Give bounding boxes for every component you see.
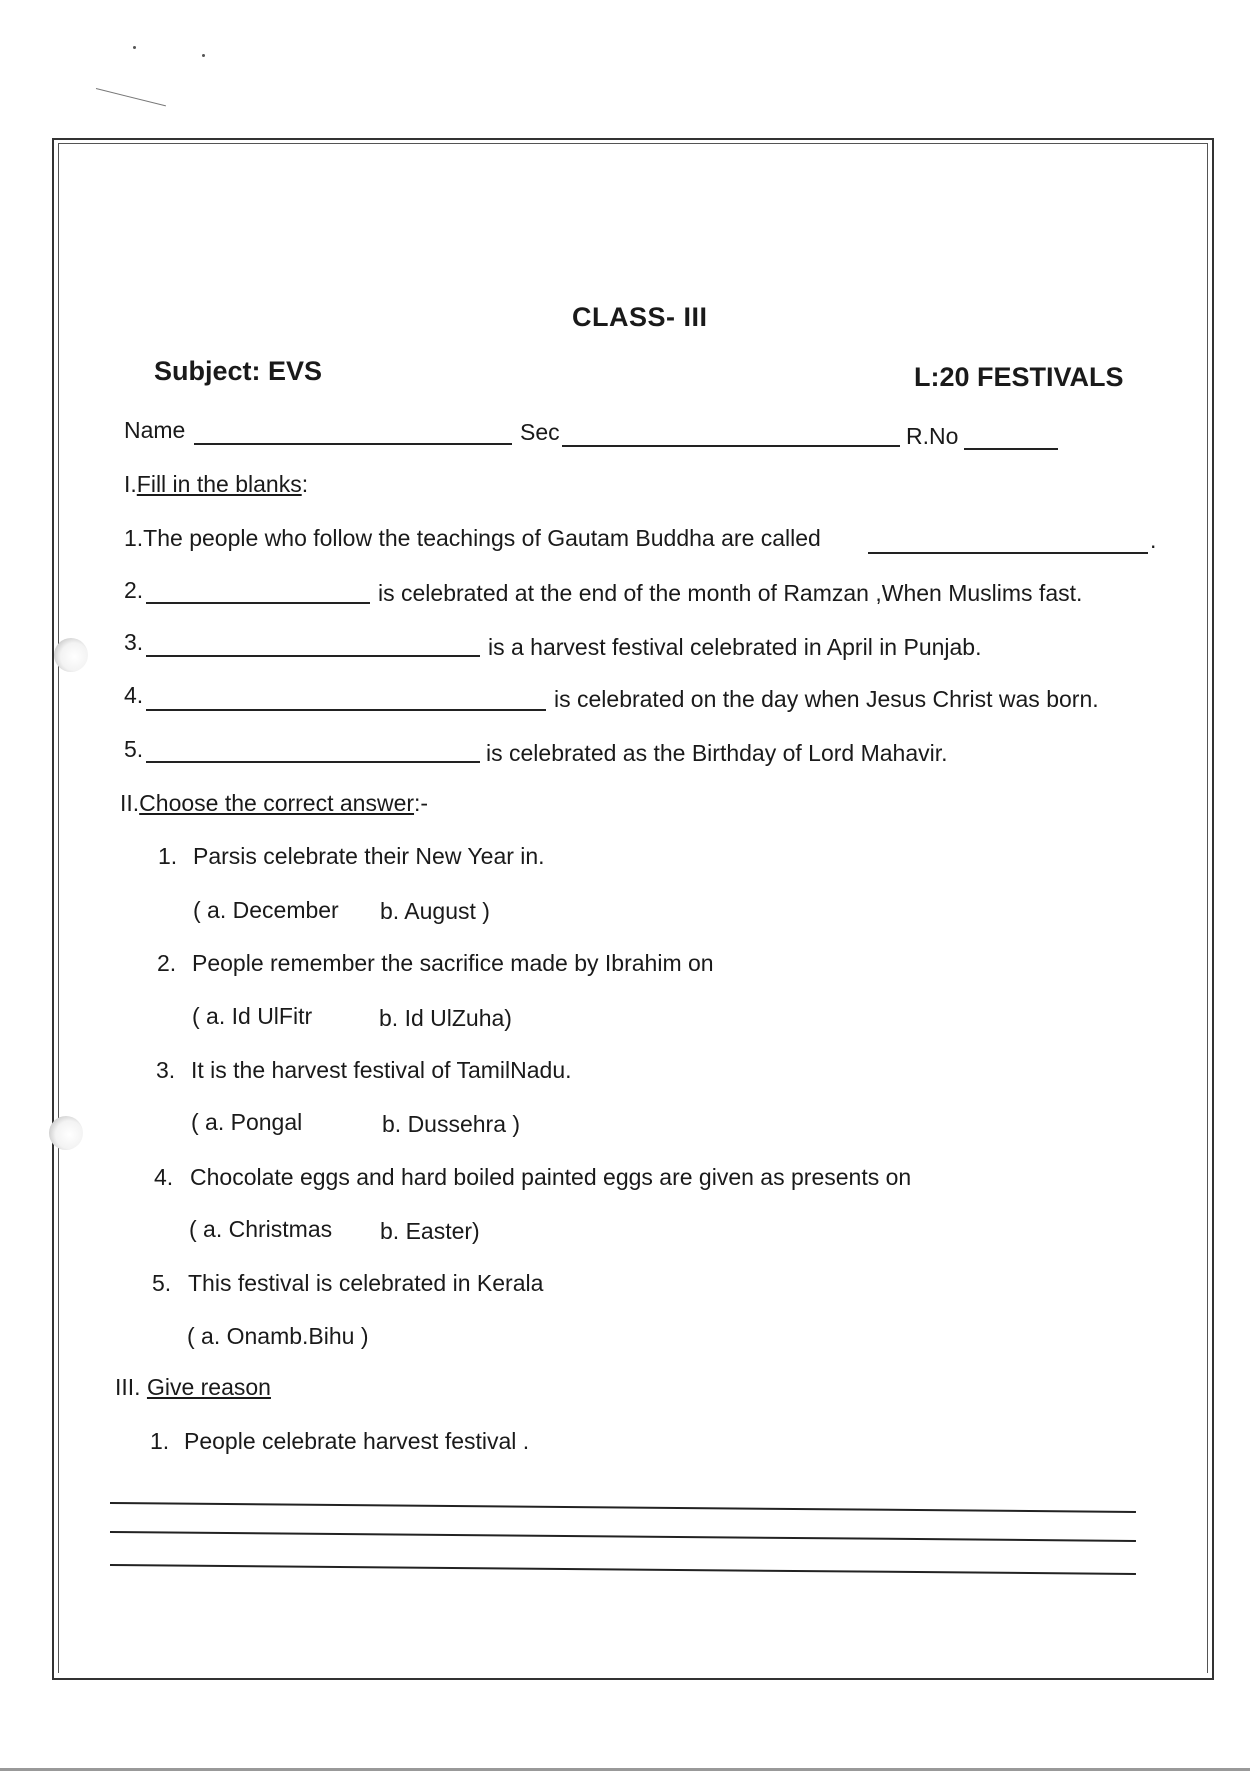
name-field[interactable] xyxy=(194,443,512,445)
mcq-1-number: 1. xyxy=(158,843,178,869)
section-2-heading: II.Choose the correct answer:- xyxy=(120,790,429,816)
fill-blank-q5: is celebrated as the Birthday of Lord Mahavir. xyxy=(486,740,948,766)
q1-period: . xyxy=(1150,527,1157,553)
mcq-3-option-b: b. Dussehra ) xyxy=(382,1111,521,1137)
mcq-4-option-b: b. Easter) xyxy=(380,1218,480,1244)
sec-label: Sec xyxy=(520,419,560,445)
fill-blank-q2-num: 2. xyxy=(124,577,144,603)
fill-blank-q3: is a harvest festival celebrated in April in Punjab. xyxy=(488,634,982,660)
reason-1-question: People celebrate harvest festival . xyxy=(184,1428,530,1454)
mcq-3-question: It is the harvest festival of TamilNadu. xyxy=(191,1057,572,1083)
mcq-1-option-b: b. August ) xyxy=(380,898,490,924)
class-title: CLASS- III xyxy=(572,302,708,332)
mcq-3-number: 3. xyxy=(156,1057,176,1083)
subject-label: Subject: EVS xyxy=(154,356,323,386)
rno-field[interactable] xyxy=(964,448,1058,450)
fill-blank-q3-num: 3. xyxy=(124,629,144,655)
section-1-heading: I.Fill in the blanks: xyxy=(124,471,309,497)
mcq-1-option-a: ( a. December xyxy=(193,897,339,923)
punch-hole xyxy=(49,1116,83,1150)
mcq-2-number: 2. xyxy=(157,950,177,976)
scan-scratch xyxy=(96,88,166,106)
lesson-title: L:20 FESTIVALS xyxy=(914,362,1124,392)
fill-blank-q4: is celebrated on the day when Jesus Christ was born. xyxy=(554,686,1099,712)
mcq-2-option-a: ( a. Id UlFitr xyxy=(192,1003,313,1029)
rno-label: R.No xyxy=(906,423,959,449)
section-3-heading: III. Give reason xyxy=(115,1374,271,1400)
answer-blank-3[interactable] xyxy=(146,655,480,657)
scan-bottom-edge xyxy=(0,1768,1250,1771)
name-label: Name xyxy=(124,417,186,443)
sec-field[interactable] xyxy=(562,445,900,447)
mcq-3-option-a: ( a. Pongal xyxy=(191,1109,303,1135)
mcq-2-question: People remember the sacrifice made by Ibrahim on xyxy=(192,950,714,976)
reason-1-number: 1. xyxy=(150,1428,170,1454)
mcq-2-option-b: b. Id UlZuha) xyxy=(379,1005,512,1031)
mcq-5-number: 5. xyxy=(152,1270,172,1296)
mcq-5-option-a: ( a. Onamb.Bihu ) xyxy=(187,1323,369,1349)
answer-blank-4[interactable] xyxy=(146,709,546,711)
mcq-5-question: This festival is celebrated in Kerala xyxy=(188,1270,544,1296)
punch-hole xyxy=(54,638,88,672)
scan-speck xyxy=(133,46,136,49)
fill-blank-q5-num: 5. xyxy=(124,736,144,762)
answer-blank-5[interactable] xyxy=(146,761,480,763)
answer-blank-1[interactable] xyxy=(868,552,1148,554)
fill-blank-q4-num: 4. xyxy=(124,682,144,708)
fill-blank-q1: 1.The people who follow the teachings of Gautam Buddha are called xyxy=(124,525,821,551)
mcq-4-question: Chocolate eggs and hard boiled painted eggs are given as presents on xyxy=(190,1164,912,1190)
fill-blank-q2: is celebrated at the end of the month of Ramzan ,When Muslims fast. xyxy=(378,580,1083,606)
mcq-1-question: Parsis celebrate their New Year in. xyxy=(193,843,545,869)
answer-blank-2[interactable] xyxy=(146,602,370,604)
mcq-4-number: 4. xyxy=(154,1164,174,1190)
mcq-4-option-a: ( a. Christmas xyxy=(189,1216,333,1242)
scan-speck xyxy=(202,54,205,57)
